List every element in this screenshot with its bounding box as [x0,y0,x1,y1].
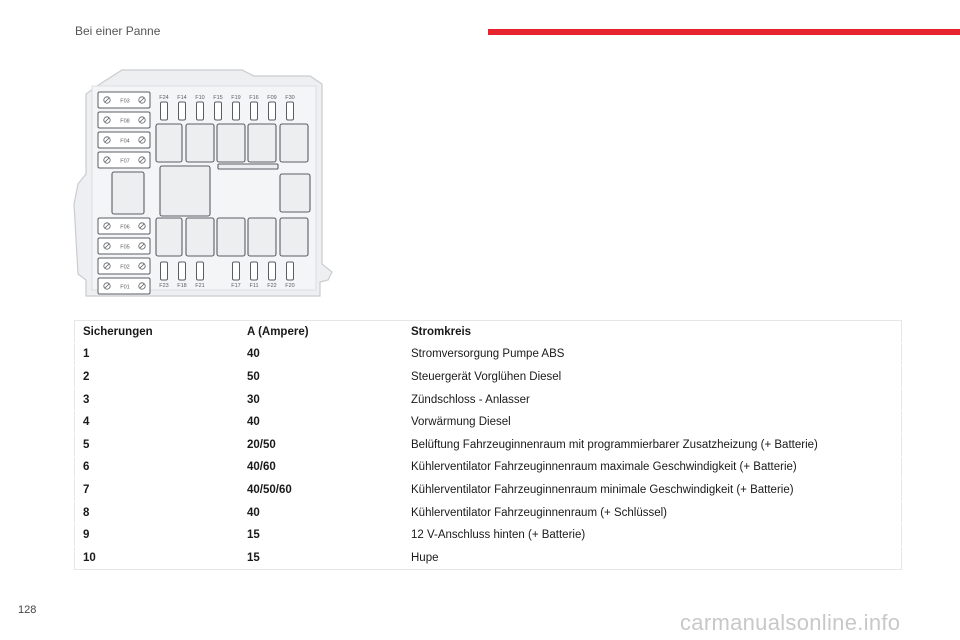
ampere-cell: 40 [239,411,403,434]
circuit-cell: Kühlerventilator Fahrzeuginnenraum (+ Schlüssel) [403,501,902,524]
fuse-label: F02 [120,264,130,271]
fuse-slot-f22 [267,262,276,289]
fuse-label: F01 [120,284,130,291]
fuse-label: F08 [120,118,130,125]
page-number: 128 [18,604,37,616]
page-section-title: Bei einer Panne [75,24,161,38]
fuse-label: F06 [120,224,130,231]
ampere-cell: 50 [239,366,403,389]
fuse-slot-f21 [195,262,204,289]
fuse-label: F05 [120,244,130,251]
fuse-label: F21 [195,283,205,289]
fuse-label: F03 [120,98,130,105]
table-row [75,388,902,411]
fuse-slot-f03 [98,92,150,108]
fuse-label: F15 [213,95,223,101]
header-ampere: A (Ampere) [239,321,403,344]
fuse-number-cell: 5 [75,433,240,456]
fuse-label: F16 [249,95,259,101]
fuse-slot-f17 [231,262,240,289]
header-accent-bar [488,29,960,35]
fuse-slot-f07 [98,152,150,168]
fuse-label: F24 [159,95,169,101]
circuit-cell: Vorwärmung Diesel [403,411,902,434]
fuse-label: F20 [285,283,295,289]
fuse-slot-f16 [249,95,258,120]
fuse-number-cell: 7 [75,479,240,502]
table-row [75,456,902,479]
fuse-number-cell: 8 [75,501,240,524]
fuse-label: F30 [285,95,295,101]
fuse-label: F07 [120,158,130,165]
fuse-slot-f14 [177,95,186,120]
table-row [75,433,902,456]
fuse-label: F09 [267,95,277,101]
ampere-cell: 40 [239,501,403,524]
fuse-slot-f02 [98,258,150,274]
fuse-label: F19 [231,95,241,101]
ampere-cell: 40 [239,343,403,366]
table-row [75,343,902,366]
table-row [75,524,902,547]
fuse-slot-f04 [98,132,150,148]
ampere-cell: 20/50 [239,433,403,456]
fuse-slot-f01 [98,278,150,294]
fuse-slot-f08 [98,112,150,128]
fuse-label: F23 [159,283,169,289]
fuse-slot-f24 [159,95,168,120]
ampere-cell: 40/50/60 [239,479,403,502]
fuse-number-cell: 6 [75,456,240,479]
ampere-cell: 40/60 [239,456,403,479]
circuit-cell: Stromversorgung Pumpe ABS [403,343,902,366]
fuse-number-cell: 1 [75,343,240,366]
fuse-table [74,320,902,570]
fuse-slot-f11 [249,262,258,289]
fuse-slot-f23 [159,262,168,289]
table-row [75,501,902,524]
circuit-cell: Hupe [403,546,902,569]
circuit-cell: Steuergerät Vorglühen Diesel [403,366,902,389]
ampere-cell: 15 [239,524,403,547]
circuit-cell: Zündschloss - Anlasser [403,388,902,411]
fuse-label: F17 [231,283,241,289]
fuse-number-cell: 2 [75,366,240,389]
fuse-label: F14 [177,95,187,101]
table-row [75,366,902,389]
fuse-label: F04 [120,138,130,145]
fuse-number-cell: 10 [75,546,240,569]
fuse-label: F10 [195,95,205,101]
circuit-cell: Kühlerventilator Fahrzeuginnenraum minimale Geschwindigkeit (+ Batterie) [403,479,902,502]
header-circuit: Stromkreis [403,321,902,344]
fuse-number-cell: 4 [75,411,240,434]
ampere-cell: 15 [239,546,403,569]
fuse-slot-f19 [231,95,240,120]
table-row [75,546,902,569]
ampere-cell: 30 [239,388,403,411]
table-row [75,479,902,502]
circuit-cell: Kühlerventilator Fahrzeuginnenraum maximale Geschwindigkeit (+ Batterie) [403,456,902,479]
fuse-slot-f10 [195,95,204,120]
fuse-slot-f05 [98,238,150,254]
circuit-cell: Belüftung Fahrzeuginnenraum mit programmierbarer Zusatzheizung (+ Batterie) [403,433,902,456]
fuse-slot-f15 [213,95,222,120]
fuse-slot-f20 [285,262,294,289]
fuse-label: F18 [177,283,187,289]
fuse-slot-f30 [285,95,294,120]
watermark: carmanualsonline.info [680,610,901,635]
fuse-slot-f18 [177,262,186,289]
fuse-number-cell: 3 [75,388,240,411]
circuit-cell: 12 V-Anschluss hinten (+ Batterie) [403,524,902,547]
fuse-label: F22 [267,283,277,289]
fuse-number-cell: 9 [75,524,240,547]
fuse-slot-f09 [267,95,276,120]
fuse-slot-f06 [98,218,150,234]
fuse-box-diagram [70,64,336,300]
fuse-label: F11 [249,283,259,289]
table-row [75,411,902,434]
table-header-row [75,321,902,344]
header-fuses: Sicherungen [75,321,240,344]
